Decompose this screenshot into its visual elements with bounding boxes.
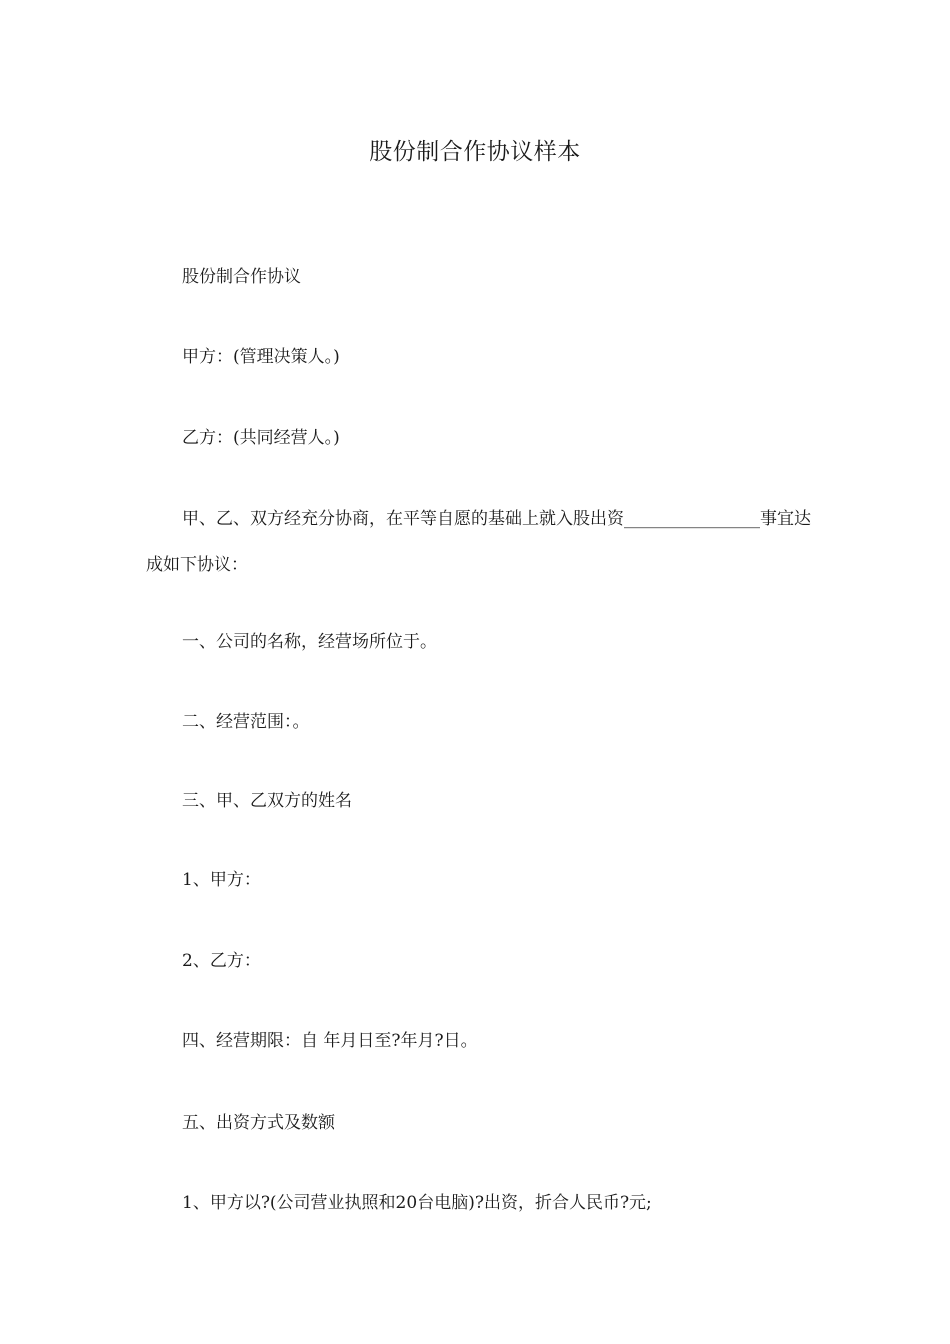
paragraph-preamble-text: 甲、乙、双方经充分协商，在平等自愿的基础上就入股出资________________事宜达成如下协议： [146, 509, 811, 575]
paragraph-section-3-item-1: 1、甲方： [182, 870, 261, 890]
paragraph-section-5: 五、出资方式及数额 [182, 1113, 335, 1133]
paragraph-section-1: 一、公司的名称，经营场所位于。 [182, 632, 437, 652]
paragraph-party-a: 甲方：(管理决策人。) [182, 347, 340, 367]
paragraph-section-3: 三、甲、乙双方的姓名 [182, 791, 352, 811]
paragraph-agreement-name: 股份制合作协议 [182, 267, 301, 287]
paragraph-preamble [146, 496, 826, 588]
paragraph-party-b: 乙方：(共同经营人。) [182, 428, 340, 448]
paragraph-section-3-item-2: 2、乙方： [182, 951, 261, 971]
paragraph-section-2: 二、经营范围：。 [182, 712, 310, 732]
paragraph-section-5-item-1: 1、甲方以?(公司营业执照和20台电脑)?出资，折合人民币?元; [182, 1193, 652, 1213]
document-title: 股份制合作协议样本 [369, 139, 581, 165]
paragraph-section-4: 四、经营期限：自 年月日至?年月?日。 [182, 1031, 478, 1051]
